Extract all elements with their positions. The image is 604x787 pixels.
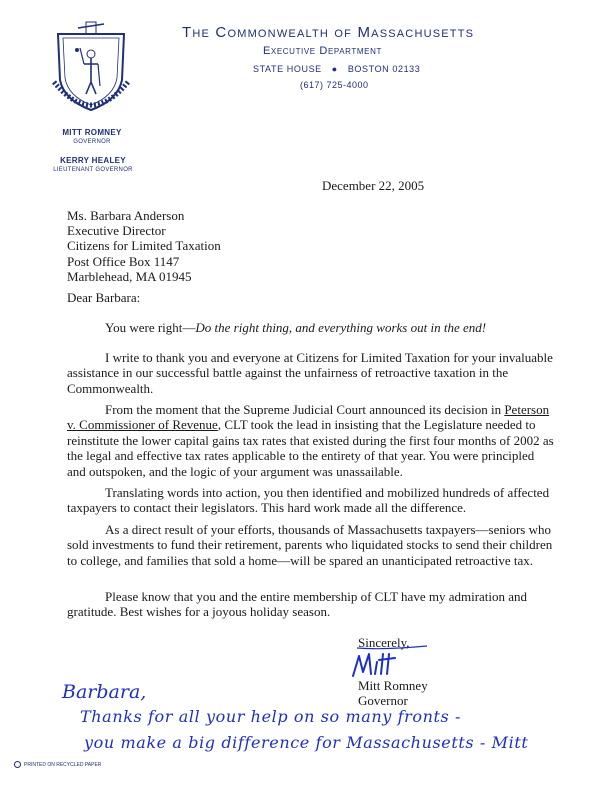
lt-governor-title: LIEUTENANT GOVERNOR bbox=[53, 167, 133, 173]
recipient-line: Executive Director bbox=[67, 223, 166, 239]
lt-governor-block bbox=[50, 156, 136, 173]
recipient-address bbox=[67, 208, 221, 284]
bullet-icon: ● bbox=[331, 64, 338, 74]
handwritten-line-3: you make a big difference for Massachusetts - Mitt bbox=[84, 733, 529, 752]
paragraph-6: Please know that you and the entire membership of CLT have my admiration and gratitude. Best wishes for a joyous holiday season. bbox=[67, 589, 528, 620]
letterhead-department: Executive Department bbox=[263, 45, 382, 57]
signer-block bbox=[358, 678, 428, 709]
letterhead-phone: (617) 725-4000 bbox=[300, 80, 369, 90]
letterhead-address: STATE HOUSE ● BOSTON 02133 bbox=[253, 64, 421, 74]
signer-title: Governor bbox=[358, 693, 408, 709]
recycle-icon bbox=[14, 761, 21, 768]
paragraph-1: You were right—Do the right thing, and everything works out in the end! bbox=[105, 320, 487, 335]
case-name: Peterson v. Commissioner of Revenue bbox=[67, 402, 550, 433]
governor-block bbox=[62, 128, 122, 145]
closing: Sincerely, bbox=[358, 635, 410, 650]
paragraph-4: Translating words into action, you then identified and mobilized hundreds of affected taxpayers to contact their legislators. This hard work made all the difference. bbox=[67, 485, 550, 516]
recipient-line: Marblehead, MA 01945 bbox=[67, 268, 192, 284]
governor-name: MITT ROMNEY bbox=[62, 128, 122, 137]
signature bbox=[343, 640, 433, 680]
paragraph-3: From the moment that the Supreme Judicial Court announced its decision in Peterson v. Commissioner of Revenue, CLT took the lead in insisting that the Legislature needed to reinstitute the lower capital gains tax rates that existed during the first four months of 2002 as the legal and effective tax rates applicable to the entirety of that year. You were principled and outspoken, and the logic of your argument was unassailable. bbox=[67, 402, 554, 479]
recipient-line: Post Office Box 1147 bbox=[67, 253, 180, 269]
signer-name: Mitt Romney bbox=[358, 678, 428, 693]
handwritten-line-2: Thanks for all your help on so many fronts - bbox=[80, 707, 462, 726]
salutation: Dear Barbara: bbox=[67, 290, 141, 305]
lt-governor-name: KERRY HEALEY bbox=[60, 156, 126, 165]
letterhead-title: The Commonwealth of Massachusetts bbox=[182, 24, 475, 41]
handwritten-line-1: Barbara, bbox=[62, 681, 147, 703]
recycled-paper-footer: PRINTED ON RECYCLED PAPER bbox=[14, 761, 101, 768]
recipient-line: Citizens for Limited Taxation bbox=[67, 238, 221, 254]
paragraph-5: As a direct result of your efforts, thousands of Massachusetts taxpayers—seniors who sold investments to fund their retirement, parents who liquidated stocks to send their children to college, and families that sold a home—will be spared an unanticipated retroactive tax. bbox=[67, 522, 553, 568]
massachusetts-seal-icon bbox=[48, 20, 134, 116]
letter-date: December 22, 2005 bbox=[322, 178, 425, 193]
paragraph-2: I write to thank you and everyone at Citizens for Limited Taxation for your invaluable assistance in our successful battle against the unfairness of retroactive taxation in the Commonwealth. bbox=[67, 350, 553, 396]
recipient-line: Ms. Barbara Anderson bbox=[67, 208, 185, 223]
governor-title: GOVERNOR bbox=[73, 139, 111, 145]
